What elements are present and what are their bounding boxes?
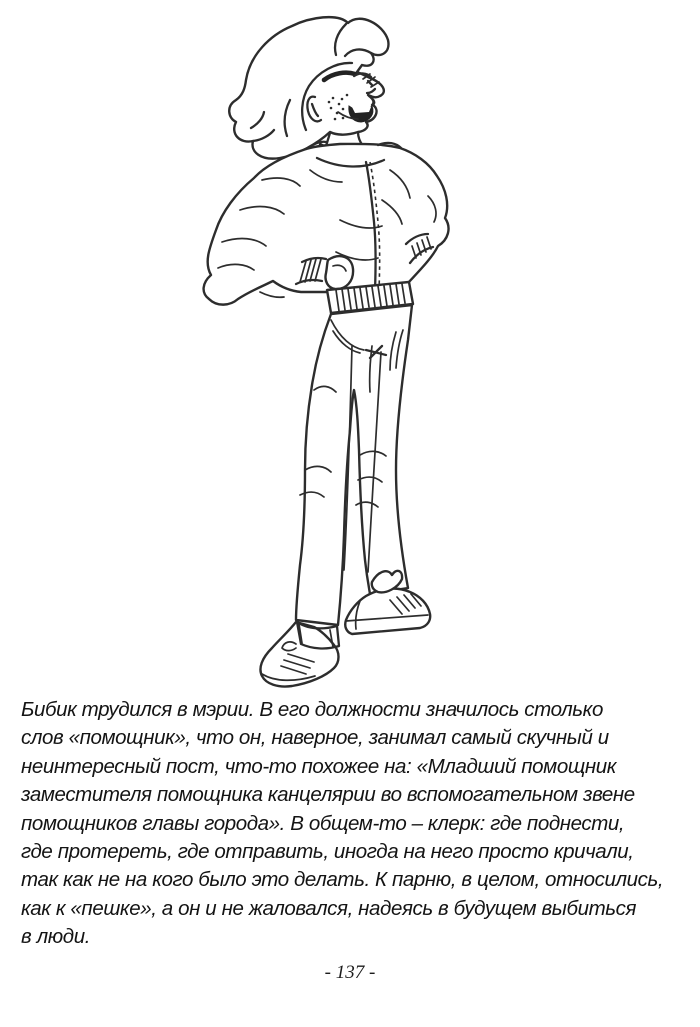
paragraph-line: Бибик трудился в мэрии. В его должности значилось столько	[21, 698, 603, 721]
paragraph-line: как к «пешке», а он и не жаловался, надеясь в будущем выбиться	[21, 896, 637, 920]
paragraph-line: так как не на кого было это делать. К парню, в целом, относились,	[21, 868, 664, 892]
paragraph-line: слов «помощник», что он, наверное, занимал самый скучный и	[21, 726, 609, 750]
paragraph-line: в люди.	[21, 925, 91, 949]
paragraph-line: заместителя помощника канцелярии во вспомогательном звене	[21, 783, 635, 807]
paragraph	[21, 696, 689, 952]
paragraph-line: неинтересный пост, что-то похожее на: «Младший помощник	[21, 754, 617, 778]
page-number: - 137 -	[324, 962, 376, 983]
right-shoe	[345, 589, 430, 634]
paragraph-line: помощников главы города». В общем-то – клерк: где поднести,	[21, 811, 625, 835]
paragraph-line: где протереть, где отправить, иногда на него просто кричали,	[21, 840, 634, 864]
left-hand-fist	[325, 256, 353, 289]
